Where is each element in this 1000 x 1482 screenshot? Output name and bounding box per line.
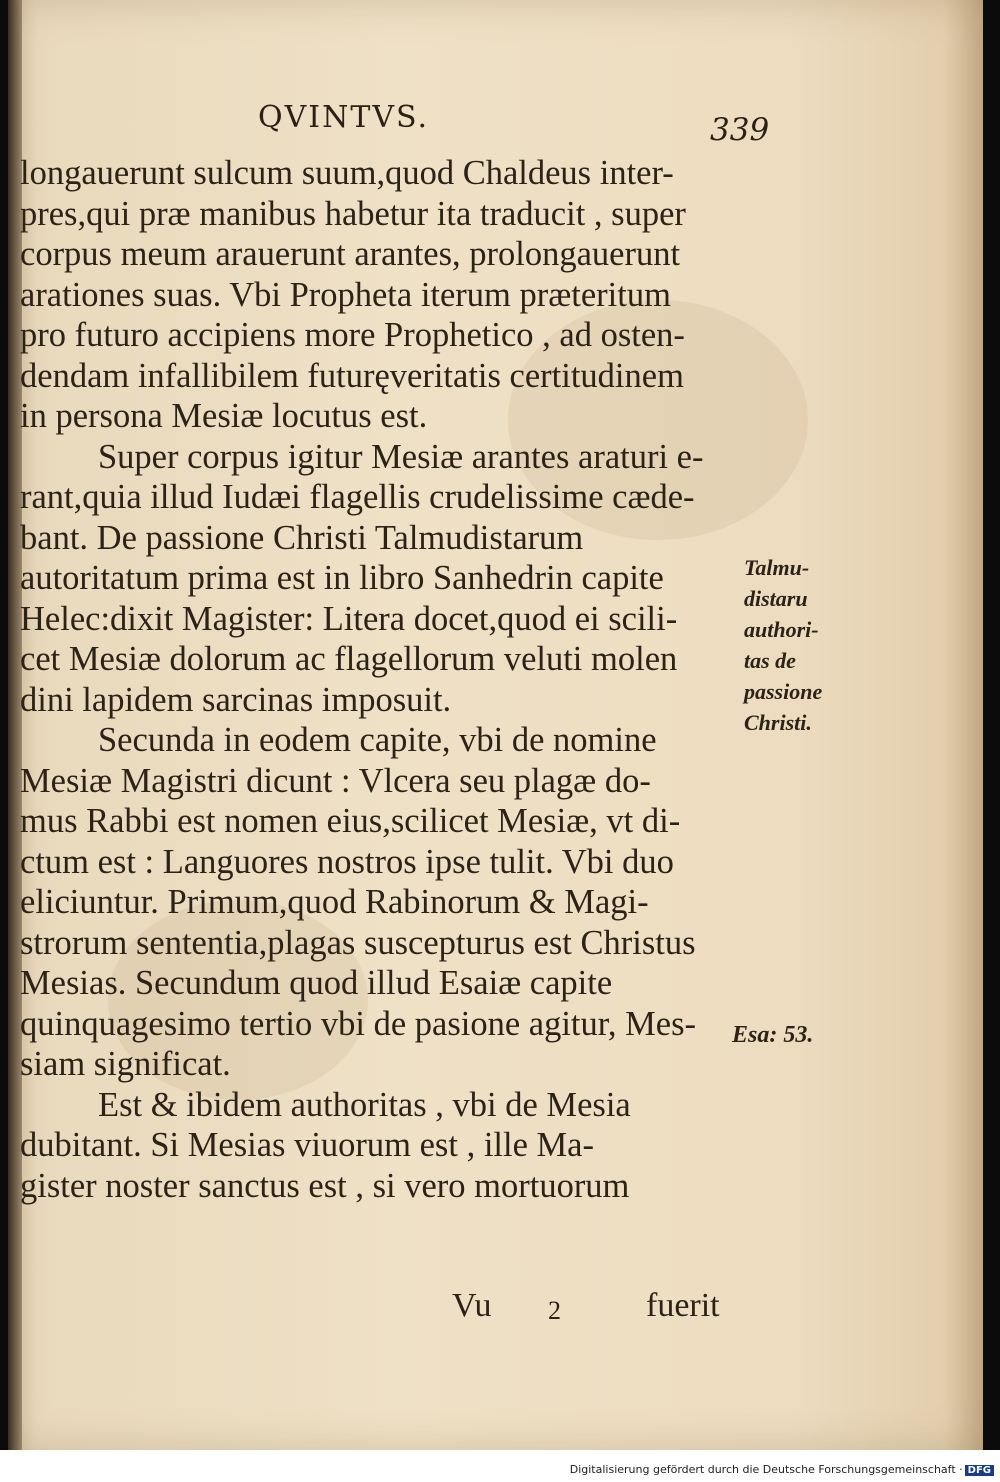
- text-line: longauerunt sulcum suum,quod Chaldeus inter-: [20, 154, 674, 192]
- text-line: rant,quia illud Iudæi flagellis crudelissime cæde-: [20, 478, 695, 516]
- text-line: pro futuro accipiens more Prophetico , ad osten-: [20, 316, 685, 354]
- text-line: cet Mesiæ dolorum ac flagellorum veluti molen: [20, 640, 678, 678]
- text-line: Secunda in eodem capite, vbi de nomine: [98, 721, 657, 759]
- margin-note-esaias: Esa: 53.: [732, 1022, 814, 1048]
- text-line: arationes suas. Vbi Propheta iterum præteritum: [20, 275, 671, 314]
- text-line: Helec:dixit Magister: Litera docet,quod ei scili-: [20, 599, 678, 638]
- text-line: dendam infallibilem futuręveritatis certitudinem: [20, 356, 684, 395]
- margin-note-line: distaru: [744, 586, 808, 611]
- margin-note-line: Talmu-: [744, 555, 810, 580]
- margin-note-line: Christi.: [744, 710, 812, 735]
- margin-note-talmud: [744, 552, 844, 738]
- text-line: bant. De passione Christi Talmudistarum: [20, 518, 584, 557]
- text-line: eliciuntur. Primum,quod Rabinorum & Magi-: [20, 883, 649, 921]
- credit-text: Digitalisierung gefördert durch die Deutsche Forschungsgemeinschaft ·: [569, 1463, 963, 1476]
- text-line: Est & ibidem authoritas , vbi de Mesia: [98, 1085, 631, 1124]
- text-line: gister noster sanctus est , si vero mortuorum: [20, 1166, 630, 1205]
- text-line: siam significat.: [20, 1045, 231, 1083]
- margin-note-line: authori-: [744, 617, 819, 642]
- running-title: QVINTVS.: [258, 100, 430, 135]
- text-line: dubitant. Si Mesias viuorum est , ille Ma-: [20, 1126, 594, 1164]
- text-line: pres,qui præ manibus habetur ita traducit , super: [20, 194, 686, 233]
- text-line: mus Rabbi est nomen eius,scilicet Mesiæ, vt di-: [20, 802, 681, 840]
- text-line: quinquagesimo tertio vbi de pasione agitur, Mes-: [20, 1004, 697, 1043]
- text-line: Mesiæ Magistri dicunt : Vlcera seu plagæ do-: [20, 761, 651, 800]
- signature-number: 2: [548, 1296, 561, 1325]
- digitization-credit: [570, 1463, 994, 1476]
- text-line: strorum sententia,plagas suscepturus est Christus: [20, 923, 696, 962]
- margin-note-line: passione: [744, 679, 823, 704]
- text-line: autoritatum prima est in libro Sanhedrin capite: [20, 559, 664, 597]
- text-line: in persona Mesiæ locutus est.: [20, 397, 428, 435]
- text-line: Super corpus igitur Mesiæ arantes araturi e-: [98, 437, 704, 476]
- page-number: 339: [710, 112, 770, 148]
- text-line: ctum est : Languores nostros ipse tulit. Vbi duo: [20, 842, 674, 881]
- margin-note-line: tas de: [744, 648, 796, 673]
- catchword: fuerit: [646, 1287, 720, 1324]
- body-text: [20, 153, 760, 1206]
- signature-mark: Vu: [452, 1287, 492, 1324]
- text-line: corpus meum arauerunt arantes, prolongauerunt: [20, 235, 681, 273]
- dfg-logo: DFG: [965, 1465, 994, 1476]
- text-line: Mesias. Secundum quod illud Esaiæ capite: [20, 964, 613, 1002]
- text-line: dini lapidem sarcinas imposuit.: [20, 680, 452, 719]
